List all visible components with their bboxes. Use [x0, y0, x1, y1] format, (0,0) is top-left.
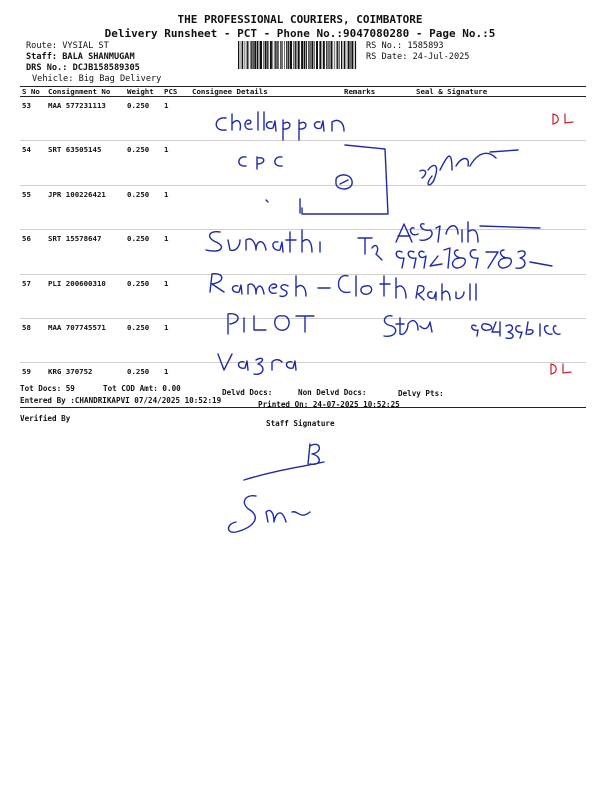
cell-pcs: 1 — [162, 97, 190, 141]
cell-consignment: MAA 577231113 — [46, 97, 125, 141]
drs-number: DRS No.: DCJB158589305 — [26, 63, 140, 73]
cell-weight: 0.250 — [125, 185, 162, 229]
cell-weight: 0.250 — [125, 230, 162, 274]
runsheet-subtitle: Delivery Runsheet - PCT - Phone No.:9047080280 - Page No.:5 — [104, 27, 496, 40]
rs-date: RS Date: 24-Jul-2025 — [366, 52, 470, 62]
cell-pcs: 1 — [162, 363, 190, 407]
cell-weight: 0.250 — [125, 363, 162, 407]
cell-consignment: JPR 100226421 — [46, 185, 125, 229]
cell-weight: 0.250 — [125, 141, 162, 185]
table-row — [20, 230, 586, 274]
table-row — [20, 318, 586, 362]
barcode-image — [238, 41, 358, 69]
cell-pcs: 1 — [162, 318, 190, 362]
company-title: THE PROFESSIONAL COURIERS, COIMBATORE — [177, 13, 423, 26]
col-weight: Weight — [125, 87, 162, 97]
runsheet-table — [20, 86, 586, 408]
staff-signature-label: Staff Signature — [266, 419, 335, 428]
col-seal-signature: Seal & Signature — [396, 87, 586, 97]
verified-by: Verified By — [20, 414, 71, 423]
col-sno: S No — [20, 87, 46, 97]
staff-label: Staff: BALA SHANMUGAM — [26, 52, 135, 62]
cell-weight: 0.250 — [125, 97, 162, 141]
total-docs: Tot Docs: 59 — [20, 384, 75, 393]
cell-consignment: SRT 15578647 — [46, 230, 125, 274]
table-row — [20, 97, 586, 141]
entered-by: Entered By :CHANDRIKAPVI 07/24/2025 10:52:19 — [20, 396, 222, 405]
cell-sno: 59 — [20, 363, 46, 407]
cell-pcs: 1 — [162, 141, 190, 185]
cell-consignment: PLI 200600310 — [46, 274, 125, 318]
cell-pcs: 1 — [162, 274, 190, 318]
col-consignment: Consignment No — [46, 87, 125, 97]
table-row — [20, 141, 586, 185]
total-cod: Tot COD Amt: 0.00 — [103, 384, 181, 393]
cell-weight: 0.250 — [125, 318, 162, 362]
col-consignee: Consignee Details — [190, 87, 342, 97]
staff-signature-drawing — [229, 444, 325, 532]
cell-weight: 0.250 — [125, 274, 162, 318]
cell-sno: 55 — [20, 185, 46, 229]
cell-sno: 54 — [20, 141, 46, 185]
cell-consignment: SRT 63505145 — [46, 141, 125, 185]
col-pcs: PCS — [162, 87, 190, 97]
cell-sno: 58 — [20, 318, 46, 362]
table-row — [20, 274, 586, 318]
cell-pcs: 1 — [162, 185, 190, 229]
delivery-points: Delvy Pts: — [398, 389, 444, 398]
cell-consignment: MAA 707745571 — [46, 318, 125, 362]
cell-pcs: 1 — [162, 230, 190, 274]
cell-sno: 56 — [20, 230, 46, 274]
route-label: Route: VYSIAL ST — [26, 41, 109, 51]
cell-consignment: KRG 370752 — [46, 363, 125, 407]
non-delivered-docs: Non Delvd Docs: — [298, 388, 367, 397]
col-remarks: Remarks — [342, 87, 396, 97]
table-header-row — [20, 87, 586, 97]
vehicle-label: Vehicle: Big Bag Delivery — [32, 74, 162, 84]
printed-on: Printed On: 24-07-2025 10:52:25 — [258, 400, 400, 409]
table-row — [20, 185, 586, 229]
cell-sno: 57 — [20, 274, 46, 318]
rs-number: RS No.: 1585893 — [366, 41, 444, 51]
delivered-docs: Delvd Docs: — [222, 388, 273, 397]
cell-sno: 53 — [20, 97, 46, 141]
